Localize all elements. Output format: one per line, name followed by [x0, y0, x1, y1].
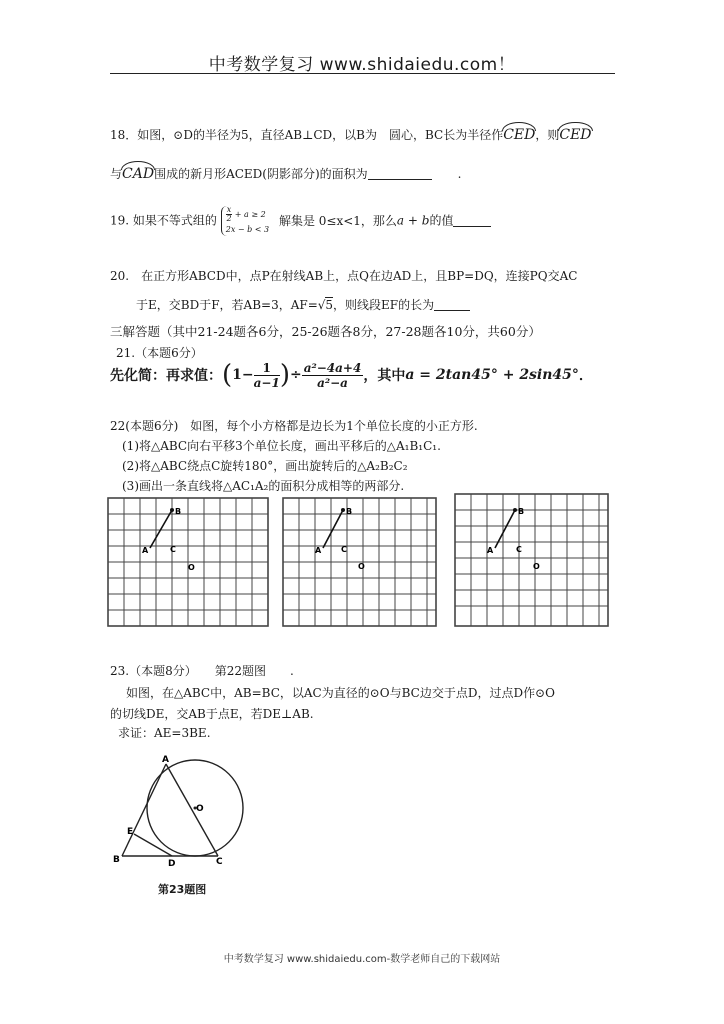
grid2-label-c: C — [341, 545, 347, 554]
q21-divide: ÷ — [289, 367, 302, 383]
q19-expr: a + b — [396, 213, 430, 228]
fig23-label-b: B — [113, 855, 120, 865]
q21-where: ，其中 — [363, 368, 406, 384]
header-rule — [110, 73, 615, 74]
fig23-label-o: O — [196, 804, 204, 814]
q21-paren-open: ( — [222, 360, 233, 390]
q23-figure-caption: 第23题图 — [158, 883, 207, 896]
q20-text-b: ，则线段EF的长为 — [333, 298, 435, 312]
grid3-label-o: O — [533, 562, 540, 571]
q18-text-c: 与 — [110, 167, 123, 181]
grid3-label-c: C — [516, 545, 522, 554]
q22-grid-figure-1 — [106, 496, 270, 628]
grid1-label-c: C — [170, 545, 176, 554]
grid1-label-o: O — [188, 563, 195, 572]
q18-arc-ced-1: CED — [503, 127, 536, 143]
fig23-label-c: C — [216, 857, 223, 867]
q21-expression — [110, 360, 593, 390]
q21-one: 1 — [232, 367, 242, 383]
q19-ineq2: 2x − b < 3 — [225, 225, 270, 234]
grid1-label-b: B — [175, 507, 182, 516]
q19-prefix: 19. 如果不等式组的 — [110, 213, 217, 228]
q18-text-b: ，则 — [535, 128, 560, 142]
q22-item3: (3)画出一条直线将△AC₁A₂的面积分成相等的两部分. — [122, 479, 405, 493]
q21-paren-close: ) — [279, 360, 290, 390]
q18-line1 — [110, 125, 592, 143]
q18-arc-ced-2: CED — [559, 127, 592, 143]
q19-inequality-system — [221, 206, 269, 236]
q21-title: 21.（本题6分） — [116, 346, 203, 360]
q18-line2 — [110, 164, 461, 182]
q22-item1: (1)将△ABC向右平移3个单位长度，画出平移后的△A₁B₁C₁. — [122, 439, 441, 453]
q21-minus: − — [241, 367, 254, 383]
q22-title: 22(本题6分) 如图，每个小方格都是边长为1个单位长度的小正方形. — [110, 419, 478, 433]
q21-lead: 先化简：再求值： — [110, 368, 222, 384]
section3-title: 三解答题（其中21-24题各6分，25-26题各8分，27-28题各10分，共60分） — [110, 324, 541, 339]
q19-suffix-b: 的值 — [429, 213, 454, 228]
q18-text-d: 围成的新月形ACED(阴影部分)的面积为 — [154, 167, 368, 181]
grid1-label-a: A — [142, 546, 149, 555]
grid2-label-b: B — [346, 507, 353, 516]
q19-suffix-a: 解集是 0≤x<1，那么 — [278, 213, 397, 228]
fig23-label-e: E — [127, 827, 134, 837]
grid2-label-a: A — [315, 546, 322, 555]
q22-grid-figure-3 — [453, 492, 610, 628]
q22-item2: (2)将△ABC绕点C旋转180°，画出旋转后的△A₂B₂C₂ — [122, 459, 408, 473]
q19-frac: $\frac{x}{2}$ — [226, 205, 232, 223]
page-footer: 中考数学复习 www.shidaiedu.com-数学老师自己的下载网站 — [223, 954, 501, 965]
q18-text-e: . — [457, 167, 462, 181]
q23-line3: 求证：AE=3BE. — [118, 726, 211, 740]
q23-line1: 如图，在△ABC中，AB=BC，以AC为直径的⊙O与BC边交于点D，过点D作⊙O — [126, 686, 555, 700]
q23-geometry-figure — [108, 752, 254, 870]
q19-ineq1: $\frac{x}{2}$ + a ≥ 2 — [226, 205, 266, 223]
q23-line2: 的切线DE，交AB于点E，若DE⊥AB. — [110, 707, 314, 721]
q21-fraction-2: $\frac{\text{a²−4a+4}}{\text{a²−a}}$ — [303, 360, 362, 390]
q21-fraction-1: $\frac{1}{a-1}$ — [253, 360, 280, 390]
q19-answer-blank[interactable] — [453, 214, 491, 227]
q22-grid-figure-2 — [281, 496, 438, 628]
q18-answer-blank[interactable] — [368, 167, 432, 180]
q20-answer-blank[interactable] — [434, 298, 470, 311]
q19-line — [110, 206, 491, 236]
grid2-label-o: O — [358, 562, 365, 571]
q18-text-a: 18．如图，⊙D的半径为5，直径AB⊥CD，以B为 圆心，BC长为半径作 — [110, 128, 504, 142]
fig23-label-d: D — [168, 859, 176, 869]
q23-title: 23.（本题8分） 第22题图 . — [110, 664, 294, 678]
grid3-label-a: A — [487, 546, 494, 555]
q20-text-a: 于E，交BD于F，若AB=3，AF= — [136, 298, 318, 312]
q20-line1: 20. 在正方形ABCD中，点P在射线AB上，点Q在边AD上，且BP=DQ，连接PQ交AC — [110, 269, 578, 283]
q20-sqrt: √5 — [317, 298, 334, 312]
q20-line2 — [136, 297, 470, 313]
q21-end: ． — [578, 368, 593, 384]
q18-arc-cad: CAD — [122, 166, 155, 182]
fig23-label-a: A — [162, 755, 169, 765]
grid3-label-b: B — [518, 507, 525, 516]
page-header-title: 中考数学复习 www.shidaiedu.com！ — [208, 55, 516, 75]
q21-condition: a = 2tan45° + 2sin45° — [405, 367, 579, 383]
